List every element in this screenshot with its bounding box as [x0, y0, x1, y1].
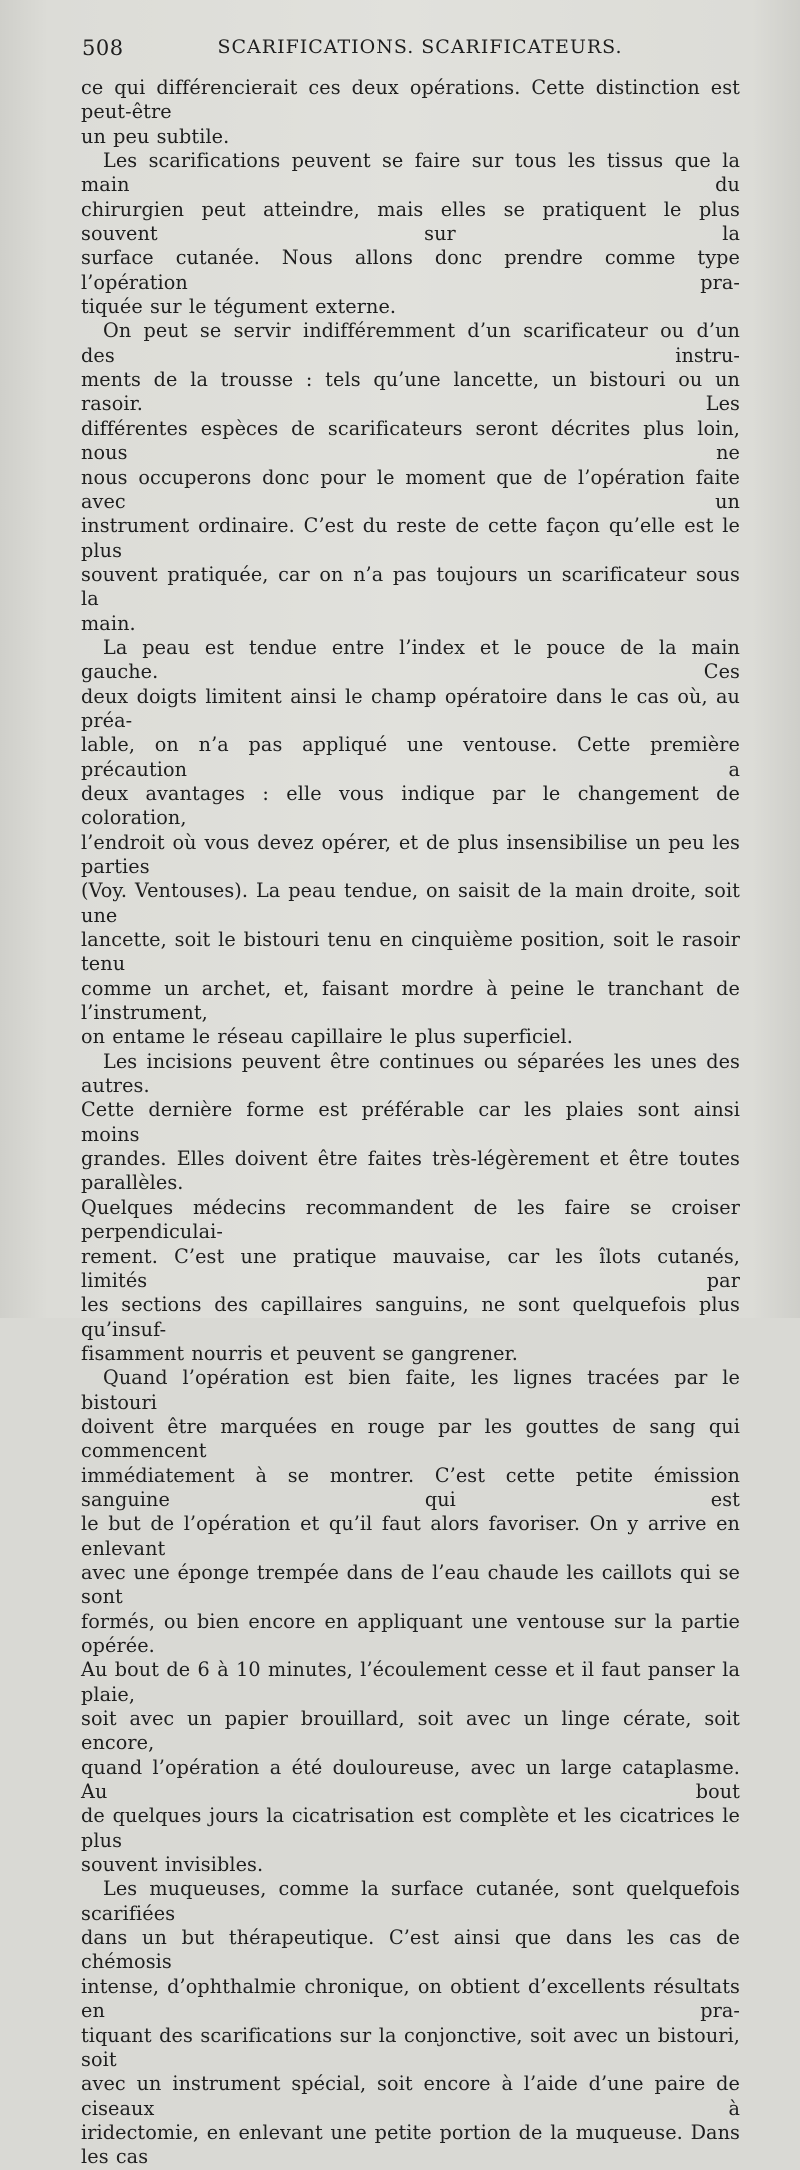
body-text — [81, 76, 740, 2170]
paragraph — [81, 1050, 740, 1366]
text-line: Les incisions peuvent être continues ou séparées les unes des autres. — [81, 1049, 740, 1098]
text-line: le but de l’opération et qu’il faut alors favoriser. On y arrive en enlevant — [81, 1512, 740, 1560]
text-line: iridectomie, en enlevant une petite portion de la muqueuse. Dans les cas — [81, 2120, 740, 2169]
text-line: ments de la trousse : tels qu’une lancette, un bistouri ou un rasoir. Les — [81, 368, 740, 416]
page-number: 508 — [82, 36, 124, 60]
text-line: Quand l’opération est bien faite, les lignes tracées par le bistouri — [81, 1366, 740, 1414]
text-line: intense, d’ophthalmie chronique, on obtient d’excellents résultats en pra- — [81, 1974, 740, 2023]
text-line: soit avec un papier brouillard, soit avec un linge cérate, soit encore, — [81, 1707, 740, 1755]
text-line: les sections des capillaires sanguins, ne sont quelquefois plus qu’insuf- — [81, 1293, 740, 1341]
paragraph — [81, 1877, 740, 2169]
text-line: comme un archet, et, faisant mordre à peine le tranchant de l’instrument, — [81, 976, 740, 1025]
text-line: La peau est tendue entre l’index et le pouce de la main gauche. Ces — [81, 635, 740, 684]
paragraph — [81, 636, 740, 1050]
text-line: surface cutanée. Nous allons donc prendre comme type l’opération pra- — [81, 246, 740, 294]
text-line: rement. C’est une pratique mauvaise, car les îlots cutanés, limités par — [81, 1244, 740, 1292]
paragraph — [81, 149, 740, 319]
text-line: Les scarifications peuvent se faire sur tous les tissus que la main du — [81, 149, 740, 197]
text-line: ce qui différencierait ces deux opérations. Cette distinction est peut-être — [81, 76, 740, 124]
text-line: lable, on n’a pas appliqué une ventouse. Cette première précaution a — [81, 733, 740, 781]
text-line: grandes. Elles doivent être faites très-légèrement et être toutes parallèles. — [81, 1147, 740, 1195]
text-line: tiquée sur le tégument externe. — [81, 295, 397, 319]
text-line: deux avantages : elle vous indique par le changement de coloration, — [81, 781, 740, 830]
text-line: chirurgien peut atteindre, mais elles se pratiquent le plus souvent sur la — [81, 197, 740, 246]
text-line: dans un but thérapeutique. C’est ainsi que dans les cas de chémosis — [81, 1926, 740, 1974]
text-line: lancette, soit le bistouri tenu en cinquième position, soit le rasoir tenu — [81, 928, 740, 976]
text-line: formés, ou bien encore en appliquant une ventouse sur la partie opérée. — [81, 1609, 740, 1657]
text-line: souvent pratiquée, car on n’a pas toujours un scarificateur sous la — [81, 562, 740, 611]
text-line: tiquant des scarifications sur la conjonctive, soit avec un bistouri, soit — [81, 2023, 740, 2071]
text-line: On peut se servir indifféremment d’un scarificateur ou d’un des instru- — [81, 319, 740, 367]
text-line: Les muqueuses, comme la surface cutanée, sont quelquefois scarifiées — [81, 1877, 740, 1925]
text-line: un peu subtile. — [81, 124, 230, 148]
text-line: fisamment nourris et peuvent se gangrener. — [81, 1341, 518, 1365]
text-line: différentes espèces de scarificateurs seront décrites plus loin, nous ne — [81, 416, 740, 465]
text-line: instrument ordinaire. C’est du reste de cette façon qu’elle est le plus — [81, 514, 740, 562]
text-line: deux doigts limitent ainsi le champ opératoire dans le cas où, au préa- — [81, 684, 740, 732]
text-line: l’endroit où vous devez opérer, et de plus insensibilise un peu les parties — [81, 830, 740, 878]
text-line: avec une éponge trempée dans de l’eau chaude les caillots qui se sont — [81, 1560, 740, 1609]
text-line: Cette dernière forme est préférable car les plaies sont ainsi moins — [81, 1098, 740, 1146]
text-line: (Voy. Ventouses). La peau tendue, on saisit de la main droite, soit une — [81, 879, 740, 927]
text-line: souvent invisibles. — [81, 1853, 264, 1877]
paragraph — [81, 76, 740, 149]
paragraph — [81, 1366, 740, 1877]
text-line: avec un instrument spécial, soit encore à l’aide d’une paire de ciseaux à — [81, 2072, 740, 2120]
text-line: doivent être marquées en rouge par les gouttes de sang qui commencent — [81, 1414, 740, 1463]
page-header — [82, 36, 738, 70]
text-line: on entame le réseau capillaire le plus superficiel. — [81, 1025, 573, 1049]
text-line: quand l’opération a été douloureuse, avec un large cataplasme. Au bout — [81, 1755, 740, 1804]
text-line: immédiatement à se montrer. C’est cette petite émission sanguine qui est — [81, 1463, 740, 1511]
paragraph — [81, 319, 740, 635]
text-line: Au bout de 6 à 10 minutes, l’écoulement cesse et il faut panser la plaie, — [81, 1658, 740, 1706]
running-head: SCARIFICATIONS. SCARIFICATEURS. — [217, 36, 623, 58]
text-line: nous occuperons donc pour le moment que de l’opération faite avec un — [81, 465, 740, 513]
text-line: Quelques médecins recommandent de les faire se croiser perpendiculai- — [81, 1195, 740, 1244]
text-line: main. — [81, 611, 136, 635]
text-line: de quelques jours la cicatrisation est complète et les cicatrices le plus — [81, 1804, 740, 1852]
